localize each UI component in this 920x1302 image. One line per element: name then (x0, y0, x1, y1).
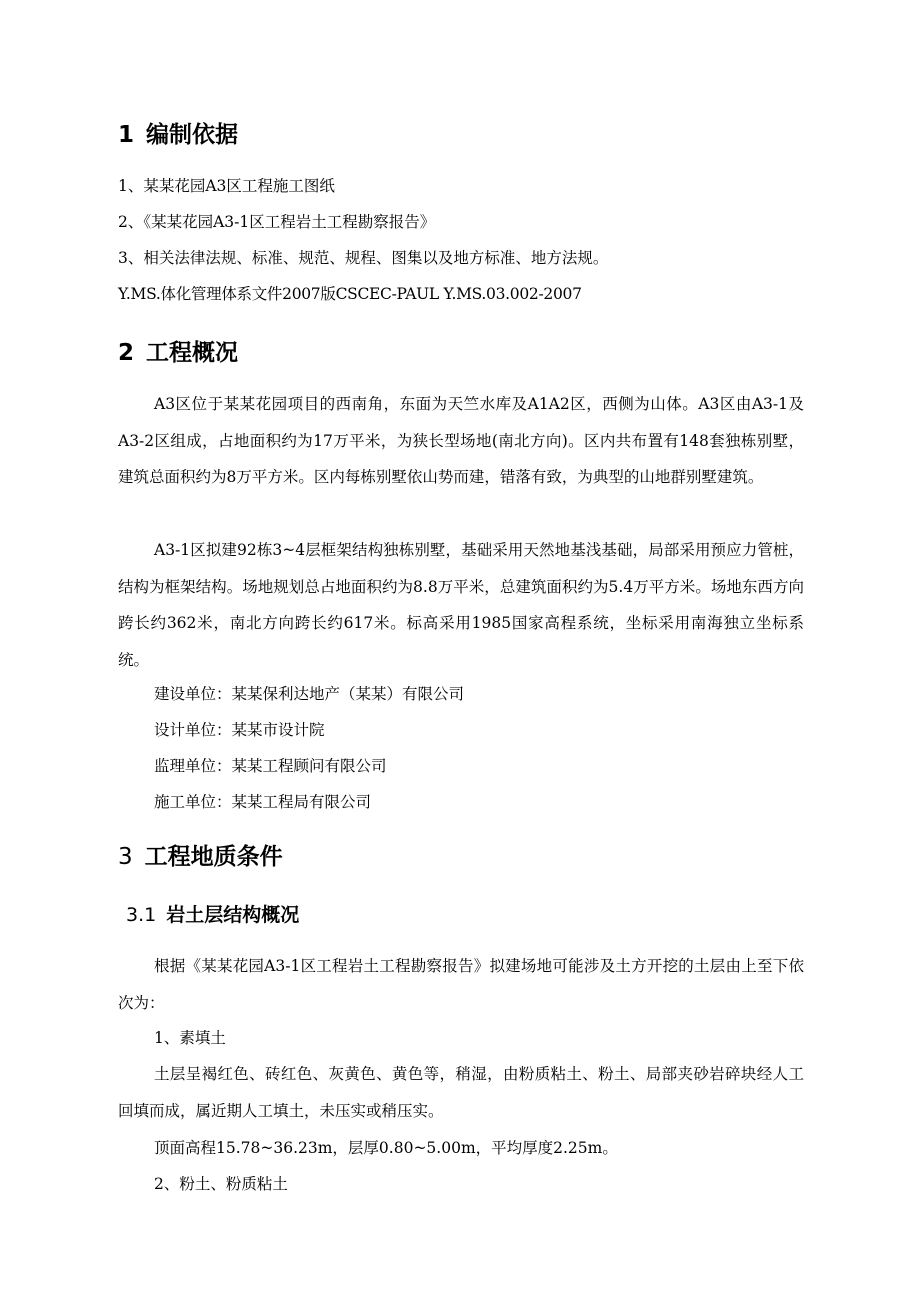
section-3-number: 3 (118, 844, 133, 870)
section-1-number: 1 (118, 122, 135, 148)
section-1-item-2: 2、《某某花园A3-1区工程岩土工程勘察报告》 (118, 213, 436, 231)
section-1-heading (118, 120, 238, 150)
layer-1-data: 顶面高程15.78~36.23m，层厚0.80~5.00m，平均厚度2.25m。 (154, 1139, 618, 1157)
section-3-intro: 根据《某某花园A3-1区工程岩土工程勘察报告》拟建场地可能涉及土方开挖的土层由上至下依次为： (118, 957, 804, 1012)
section-3-1-number: 3.1 (126, 904, 157, 926)
section-1-item-4: Y.MS.体化管理体系文件2007版CSCEC-PAUL Y.MS.03.002-2007 (118, 285, 582, 303)
section-1-title: 编制依据 (146, 122, 239, 148)
section-1-item-3: 3、相关法律法规、标准、规范、规程、图集以及地方标准、地方法规。 (118, 249, 609, 267)
section-2-paragraph-2: A3-1区拟建92栋3~4层框架结构独栋别墅，基础采用天然地基浅基础，局部采用预应力管桩，结构为框架结构。场地规划总占地面积约为8.8万平米，总建筑面积约为5.4万平方米。场地东西方向跨长约362米，南北方向跨长约617米。标高采用1985国家高程系统，坐标采用南海独立坐标系统。 (118, 541, 804, 669)
owner-unit: 建设单位：某某保利达地产（某某）有限公司 (154, 685, 465, 703)
section-2-number: 2 (118, 340, 135, 366)
section-2-heading (118, 338, 238, 368)
section-1-item-1: 1、某某花园A3区工程施工图纸 (118, 177, 335, 195)
design-unit: 设计单位：某某市设计院 (154, 721, 325, 739)
layer-2-title: 2、粉土、粉质粘土 (154, 1175, 288, 1193)
section-3-1-heading (126, 902, 299, 928)
layer-1-description: 土层呈褐红色、砖红色、灰黄色、黄色等，稍湿，由粉质粘土、粉土、局部夹砂岩碎块经人工回填而成，属近期人工填土，未压实或稍压实。 (118, 1065, 804, 1120)
section-2-paragraph-1: A3区位于某某花园项目的西南角，东面为天竺水库及A1A2区，西侧为山体。A3区由A3-1及A3-2区组成，占地面积约为17万平米，为狭长型场地(南北方向)。区内共布置有148套独栋别墅，建筑总面积约为8万平方米。区内每栋别墅依山势而建，错落有致，为典型的山地群别墅建筑。 (118, 395, 804, 486)
layer-1-title: 1、素填土 (154, 1029, 226, 1047)
section-3-heading (118, 842, 283, 872)
section-3-title: 工程地质条件 (144, 844, 283, 870)
supervision-unit: 监理单位：某某工程顾问有限公司 (154, 757, 387, 775)
section-2-title: 工程概况 (146, 340, 239, 366)
section-3-1-title: 岩土层结构概况 (166, 904, 300, 926)
construction-unit: 施工单位：某某工程局有限公司 (154, 793, 372, 811)
